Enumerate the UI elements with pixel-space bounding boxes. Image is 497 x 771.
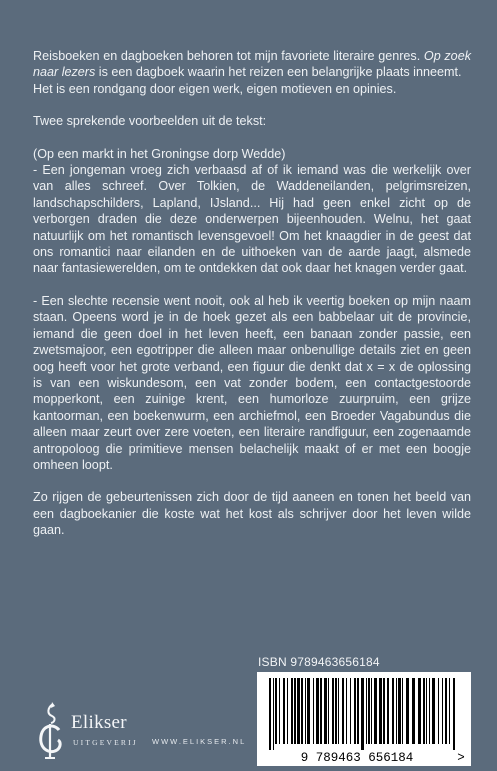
- barcode-bar: [383, 678, 385, 744]
- back-cover-text: [33, 48, 471, 539]
- barcode-bar: [305, 678, 306, 744]
- book-title: Op zoek naar lezers: [33, 49, 471, 80]
- barcode-bar: [366, 678, 367, 744]
- barcode-bar: [332, 678, 334, 744]
- publisher-website: WWW.ELIKSER.NL: [152, 737, 247, 746]
- barcode-bar: [313, 678, 314, 744]
- barcode-bar: [445, 678, 447, 744]
- barcode-bar: [316, 678, 319, 744]
- barcode-bar: [374, 678, 377, 744]
- intro-paragraph-2: Het is een rondgang door eigen werk, eigen motieven en opinies.: [33, 81, 397, 96]
- barcode-bar: [387, 678, 389, 744]
- barcode-bar: [398, 678, 401, 744]
- barcode-bar: [342, 678, 344, 744]
- barcode-bar: [361, 678, 364, 750]
- intro-paragraph: [33, 48, 471, 81]
- barcode-bar: [371, 678, 372, 744]
- barcode-bar: [350, 678, 351, 744]
- elikser-emblem-icon: [33, 700, 71, 760]
- barcode-digits: 9 789463 656184: [300, 751, 414, 765]
- barcode-bar: [338, 678, 339, 744]
- barcode-bar: [406, 678, 409, 744]
- barcode-bar: [275, 678, 277, 744]
- barcode-bar: [402, 678, 403, 744]
- barcode-bar: [432, 678, 435, 744]
- example1-text: - Een jongeman vroeg zich verbaasd af of ik iemand was die werkelijk over van alles schreef. Over Tolkien, de Waddeneilanden, pelgrimsreizen, landschapschilders, Lapland, IJsland... Hij had geen enkel zicht op de verborgen draden die deze onderwerpen bijeenhouden. Welnu, het gaat natuurlijk om het romantisch levensgevoel! Om het knaagdier in de geest dat ons romantici naar eilanden en de uithoeken van de aarde jaagt, alsmede naar fantasiewerelden, om te ontdekken dat ook daar het knagen verder gaat.: [33, 163, 471, 276]
- barcode-bar: [418, 678, 421, 744]
- barcode-bar: [449, 678, 450, 744]
- barcode-bar: [412, 678, 415, 744]
- barcode-bar: [269, 678, 271, 750]
- barcode-bar: [297, 678, 300, 744]
- example2-text: - Een slechte recensie went nooit, ook al heb ik veertig boeken op mijn naam staan. Opeens word je in de hoek gezet als een babbelaar uit de provincie, iemand die geen doel in het leven heeft, een banaan zonder passie, een zwetsmajoor, een egotripper die alleen maar onbenullige details ziet en geen oog heeft voor het grote verband, een figuur die denkt dat x = x de oplossing is van een wiskundesom, een vat zonder bodem, een contactgestoorde mopperkont, een zuinige krent, een humorloze zuurpruim, een grijze kantoorman, een boekenwurm, een archiefmol, een Broeder Vagabundus die alleen maar zeurt over zere voeten, een literaire randfiguur, een zogenaamde antropoloog die primitieve mensen belachelijk maakt of er met een boogje omheen loopt.: [33, 293, 471, 472]
- barcode-bar: [392, 678, 394, 744]
- barcode-bar: [368, 678, 370, 744]
- barcode-bar: [283, 678, 285, 744]
- barcode-bar: [328, 678, 329, 744]
- barcode-bar: [307, 678, 310, 744]
- intro-text-1a: Reisboeken en dagboeken behoren tot mijn favoriete literaire genres.: [33, 49, 424, 63]
- barcode: [257, 672, 471, 766]
- barcode-bar: [320, 678, 322, 744]
- barcode-arrow: >: [457, 751, 465, 765]
- barcode-bar: [426, 678, 427, 744]
- publisher-logo: [33, 700, 153, 760]
- barcode-bar: [279, 678, 280, 744]
- intro-text-1b: is een dagboek waarin het reizen een belangrijke plaats inneemt.: [95, 65, 462, 80]
- isbn-label: ISBN 9789463656184: [258, 655, 380, 669]
- barcode-bar: [442, 678, 443, 744]
- publisher-name: Elikser: [71, 712, 127, 733]
- barcode-bar: [379, 678, 382, 744]
- publisher-subtitle: UITGEVERIJ: [73, 738, 138, 747]
- barcode-bar: [294, 678, 296, 744]
- barcode-bar: [357, 678, 359, 744]
- barcode-bar: [438, 678, 439, 744]
- closing-paragraph: Zo rijgen de gebeurtenissen zich door de tijd aaneen en tonen het beeld van een dagboekanier die koste wat het kost als schrijver door het leven wilde gaan.: [33, 490, 471, 538]
- barcode-bar: [453, 678, 455, 750]
- barcode-bar: [429, 678, 430, 744]
- example1-context: (Op een markt in het Groningse dorp Wedde): [33, 146, 286, 161]
- barcode-bar: [287, 678, 288, 744]
- barcode-bar: [423, 678, 425, 744]
- barcode-bar: [396, 678, 397, 744]
- barcode-bar: [346, 678, 347, 744]
- barcode-bar: [324, 678, 327, 744]
- barcode-bar: [335, 678, 337, 744]
- barcode-bar: [354, 678, 356, 744]
- barcode-bar: [301, 678, 303, 744]
- barcode-bar: [273, 678, 274, 750]
- barcode-graphic: [257, 672, 471, 766]
- examples-heading: Twee sprekende voorbeelden uit de tekst:: [33, 114, 267, 129]
- barcode-bar: [291, 678, 293, 744]
